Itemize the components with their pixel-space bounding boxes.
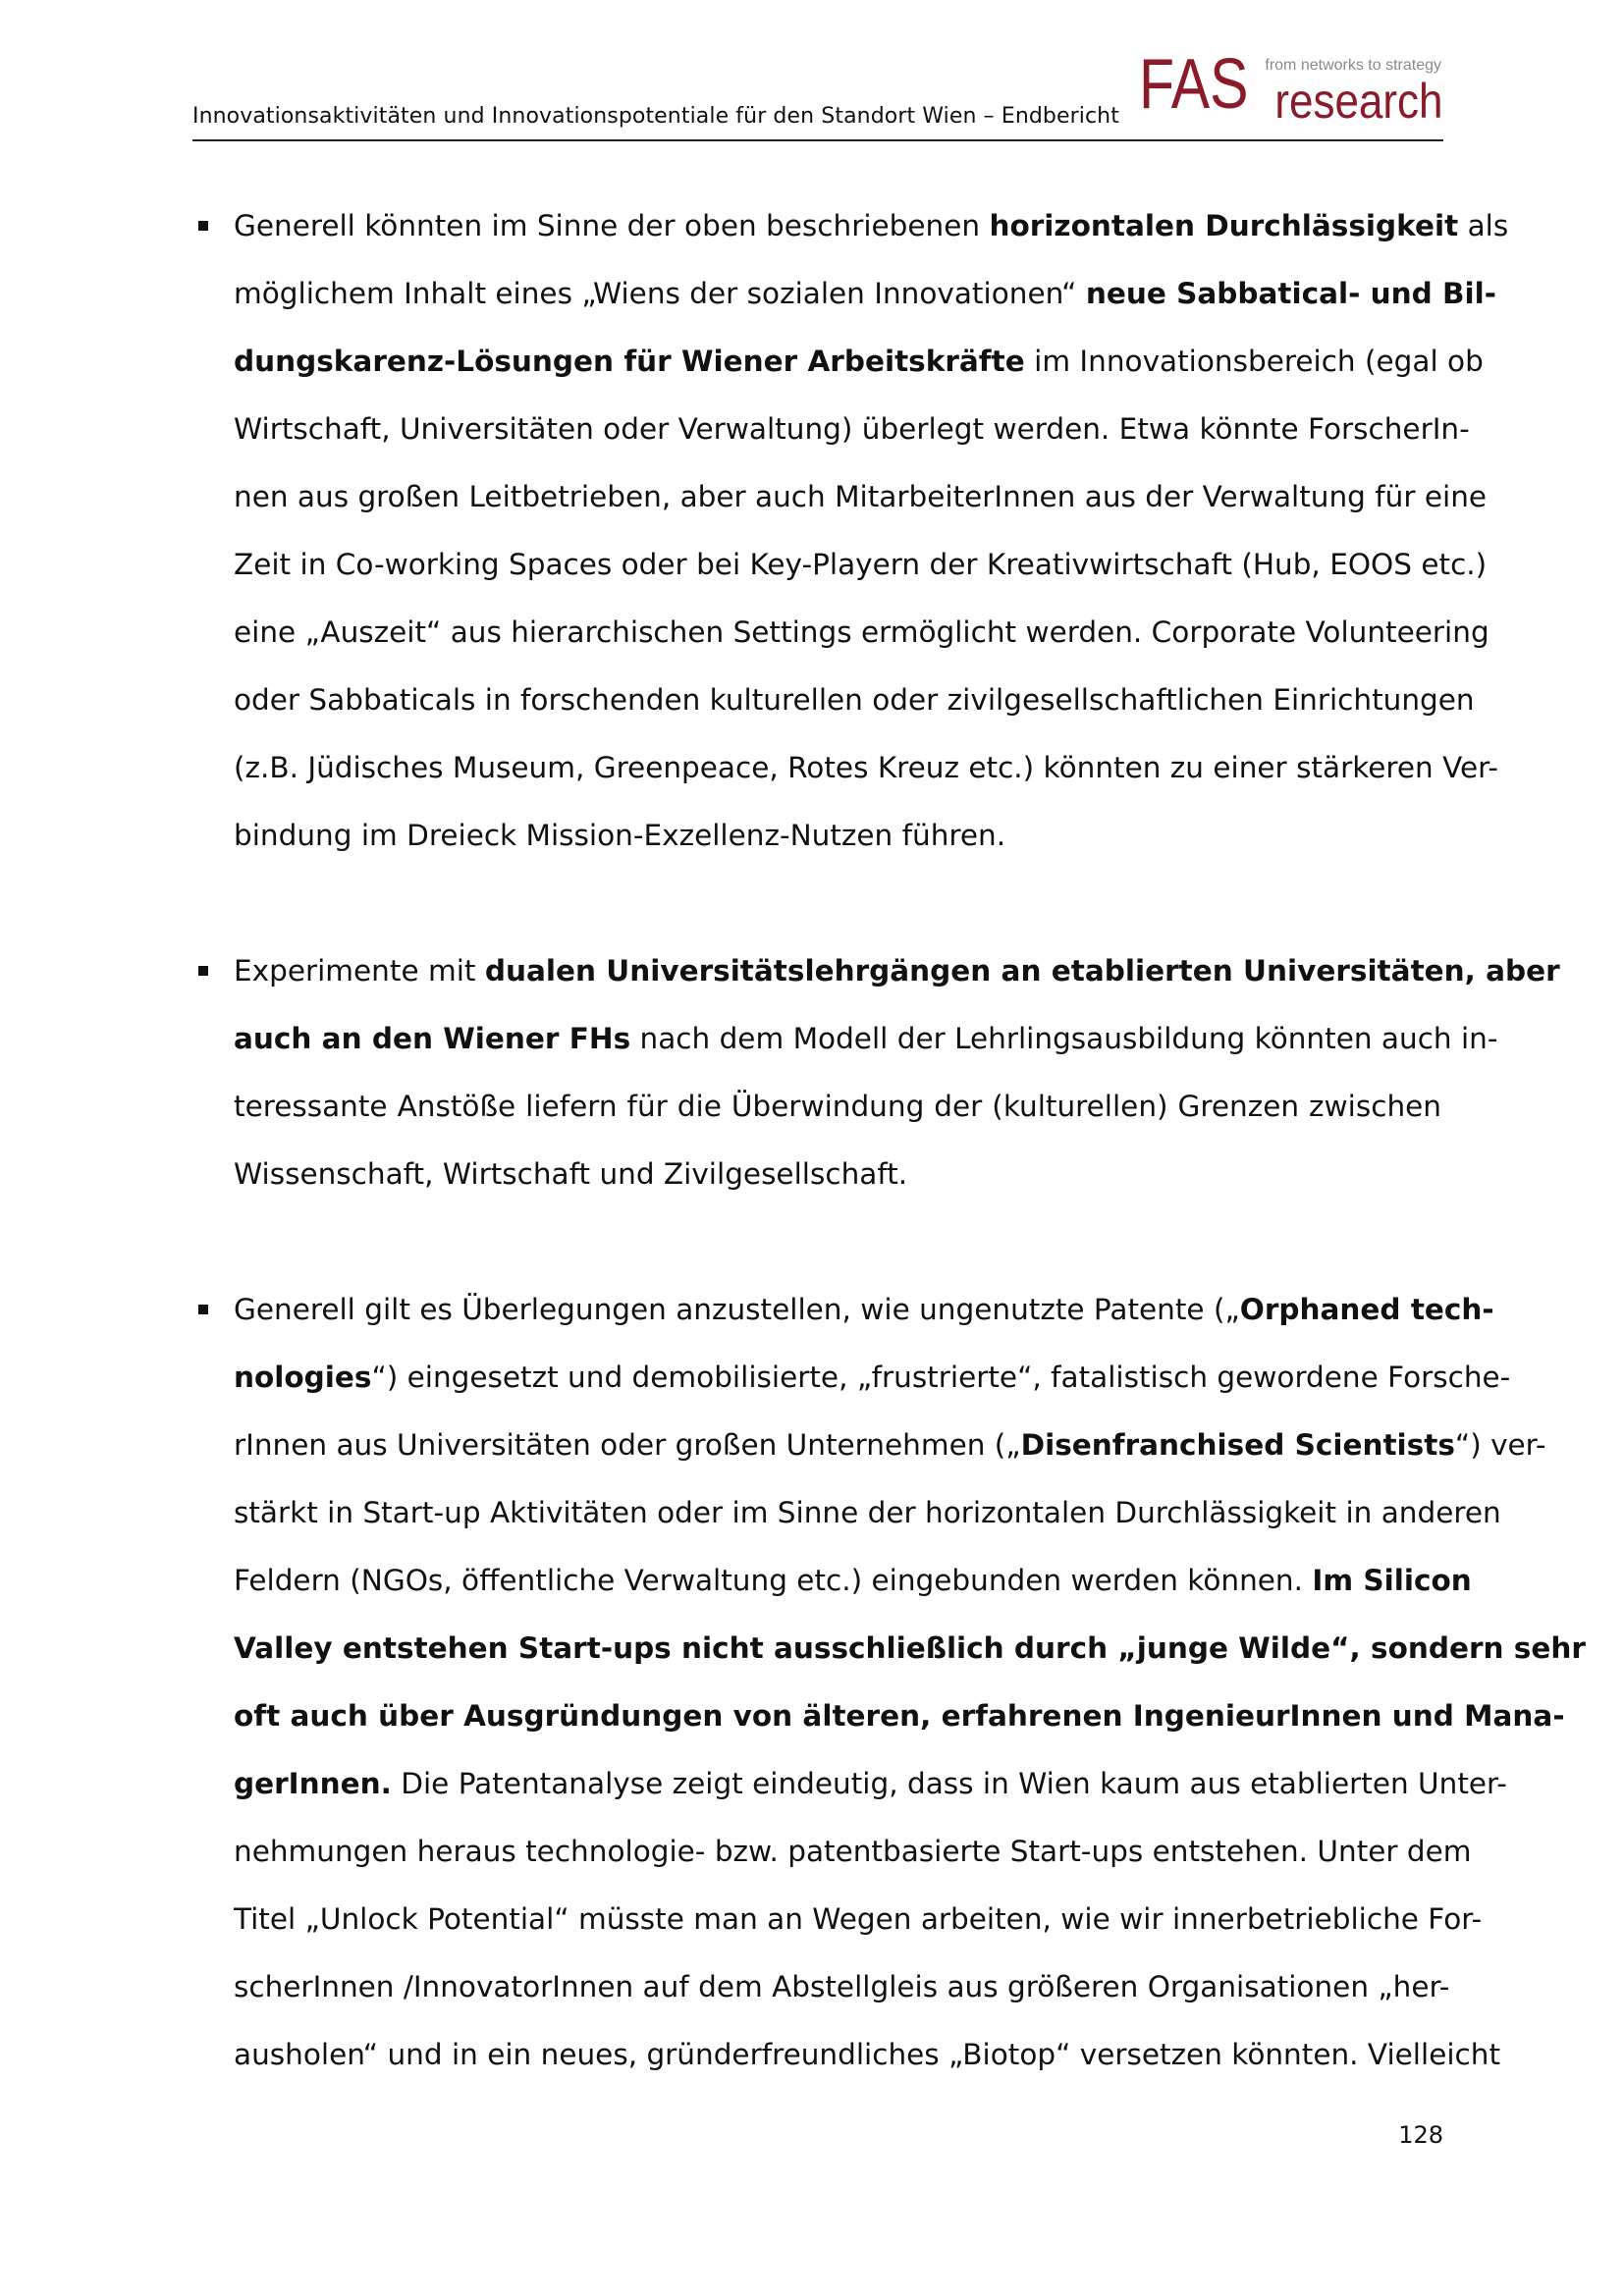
text-line [234, 599, 1489, 667]
bullet-square-icon [198, 1305, 208, 1314]
bullet-item [192, 937, 1560, 1208]
bold-text-run: gerInnen. [234, 1767, 392, 1800]
text-run: ausholen“ und in ein neues, gründerfreundliches „Biotop“ versetzen könnten. Vielleicht [234, 2038, 1501, 2071]
text-run: Die Patentanalyse zeigt eindeutig, dass in Wien kaum aus etablierten Unter- [391, 1767, 1507, 1800]
text-line [234, 1682, 1565, 1750]
text-run: nach dem Modell der Lehrlingsausbildung könnten auch in- [630, 1022, 1498, 1055]
text-line [234, 1344, 1511, 1412]
bold-text-run: oft auch über Ausgründungen von älteren, erfahrenen IngenieurInnen und Mana- [234, 1699, 1565, 1733]
text-run: “) eingesetzt und demobilisierte, „frustrierte“, fatalistisch gewordene Forsche- [371, 1361, 1511, 1394]
text-run: scherInnen /InnovatorInnen auf dem Abstellgleis aus größeren Organisationen „her- [234, 1970, 1450, 2003]
text-line [234, 531, 1488, 599]
text-run: Titel „Unlock Potential“ müsste man an Wegen arbeiten, wie wir innerbetriebliche For- [234, 1902, 1483, 1936]
text-line [234, 1479, 1501, 1547]
bold-text-run: neue Sabbatical- und Bil- [1085, 277, 1496, 310]
text-run: möglichem Inhalt eines „Wiens der sozialen Innovationen“ [234, 277, 1086, 310]
header-divider [192, 139, 1443, 141]
bold-text-run: dungskarenz-Lösungen für Wiener Arbeitskräfte [234, 345, 1025, 378]
bullet-square-icon [198, 221, 208, 231]
page-number: 128 [1398, 2121, 1443, 2149]
text-run: nen aus großen Leitbetrieben, aber auch MitarbeiterInnen aus der Verwaltung für eine [234, 480, 1488, 513]
text-line [234, 1547, 1472, 1615]
text-run: oder Sabbaticals in forschenden kulturellen oder zivilgesellschaftlichen Einrichtungen [234, 683, 1475, 717]
running-header-title: Innovationsaktivitäten und Innovationspotentiale für den Standort Wien – Endbericht [192, 104, 1119, 129]
fas-research-logo [1139, 45, 1443, 130]
bold-text-run: Disenfranchised Scientists [1020, 1428, 1455, 1462]
text-run: Generell könnten im Sinne der oben beschriebenen [234, 209, 990, 242]
text-run: teressante Anstöße liefern für die Überwindung der (kulturellen) Grenzen zwischen [234, 1090, 1441, 1123]
text-run: im Innovationsbereich (egal ob [1024, 345, 1484, 378]
text-run: “) ver- [1454, 1428, 1546, 1462]
bold-text-run: Im Silicon [1312, 1564, 1472, 1597]
text-line [234, 1073, 1441, 1141]
logo-brand-text: FAS [1139, 45, 1249, 124]
text-line [234, 463, 1488, 531]
text-run: nehmungen heraus technologie- bzw. patentbasierte Start-ups entstehen. Unter dem [234, 1835, 1472, 1868]
text-run: eine „Auszeit“ aus hierarchischen Settings ermöglicht werden. Corporate Volunteering [234, 615, 1489, 649]
bold-text-run: horizontalen Durchlässigkeit [989, 209, 1459, 242]
text-line [234, 396, 1470, 463]
text-line [234, 192, 1509, 260]
bold-text-run: auch an den Wiener FHs [234, 1022, 631, 1055]
text-run: Feldern (NGOs, öffentliche Verwaltung etc.) eingebunden werden können. [234, 1564, 1313, 1597]
text-run: als [1458, 209, 1509, 242]
text-run: (z.B. Jüdisches Museum, Greenpeace, Rotes Kreuz etc.) könnten zu einer stärkeren Ver- [234, 751, 1499, 784]
text-line [234, 1953, 1450, 2021]
bullet-item [192, 1276, 1586, 2089]
bold-text-run: Orphaned tech- [1239, 1293, 1494, 1326]
text-line [234, 667, 1475, 734]
text-run: Experimente mit [234, 954, 485, 988]
page-header [192, 45, 1443, 143]
text-line [234, 2021, 1501, 2089]
text-line [234, 1276, 1494, 1344]
text-run: Wirtschaft, Universitäten oder Verwaltung) überlegt werden. Etwa könnte ForscherIn- [234, 412, 1470, 446]
text-line [234, 260, 1496, 328]
text-run: Zeit in Co-working Spaces oder bei Key-Playern der Kreativwirtschaft (Hub, EOOS etc.) [234, 548, 1488, 581]
logo-tagline: from networks to strategy [1265, 57, 1441, 74]
bold-text-run: Valley entstehen Start-ups nicht ausschließlich durch „junge Wilde“, sondern sehr [234, 1631, 1586, 1665]
text-line [234, 1818, 1472, 1886]
text-line [234, 1615, 1586, 1682]
text-run: Wissenschaft, Wirtschaft und Zivilgesellschaft. [234, 1157, 908, 1191]
text-line [234, 802, 1441, 870]
text-line [234, 734, 1499, 802]
text-run: bindung im Dreieck Mission-Exzellenz-Nutzen führen. [234, 819, 1006, 852]
text-run: rInnen aus Universitäten oder großen Unternehmen („ [234, 1428, 1021, 1462]
bullet-square-icon [198, 966, 208, 976]
body-content [192, 192, 1586, 2157]
logo-word-text: research [1274, 74, 1443, 129]
bold-text-run: dualen Universitätslehrgängen an etablierten Universitäten, aber [484, 954, 1560, 988]
text-line [234, 1750, 1507, 1818]
text-line [234, 1886, 1483, 1953]
text-line [234, 1005, 1498, 1073]
text-line [234, 1141, 1441, 1208]
bold-text-run: nologies [234, 1361, 372, 1394]
text-run: Generell gilt es Überlegungen anzustellen, wie ungenutzte Patente („ [234, 1293, 1240, 1326]
text-line [234, 328, 1484, 396]
text-run: stärkt in Start-up Aktivitäten oder im Sinne der horizontalen Durchlässigkeit in anderen [234, 1496, 1501, 1529]
text-line [234, 1412, 1546, 1479]
text-line [234, 937, 1560, 1005]
bullet-item [192, 192, 1509, 870]
